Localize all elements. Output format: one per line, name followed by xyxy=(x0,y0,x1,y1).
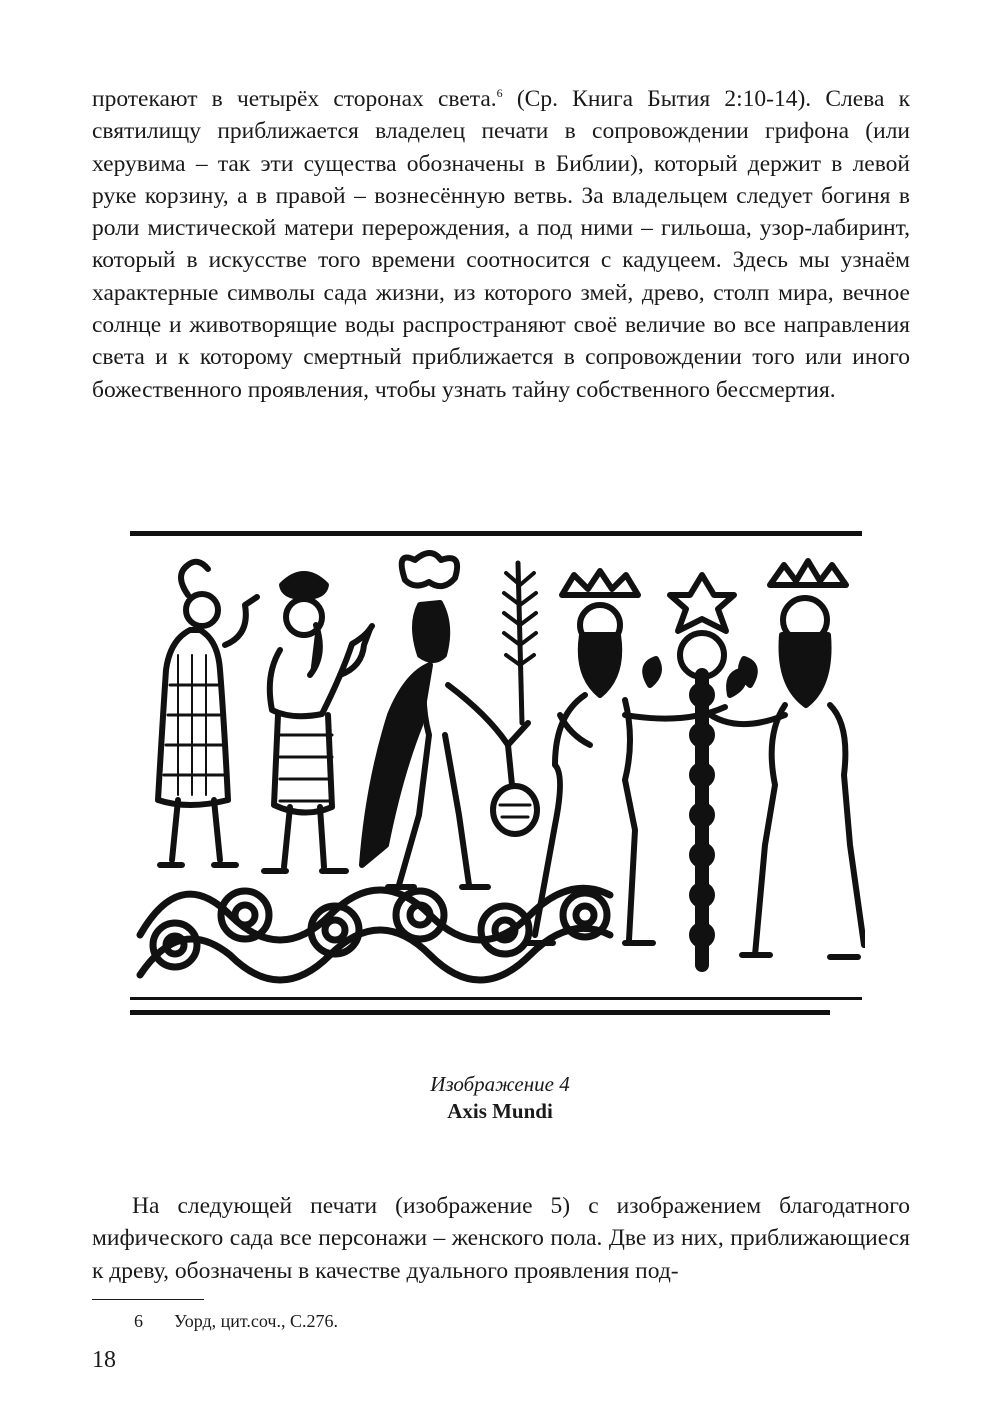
bearded-figure-right xyxy=(705,561,864,957)
figure-caption-label: Изображение 4 xyxy=(430,1072,570,1096)
goddess-figure xyxy=(158,562,257,865)
body-paragraph-1 xyxy=(92,83,910,406)
footnote-text: Уорд, цит.соч., С.276. xyxy=(174,1311,338,1331)
griffin-figure xyxy=(362,553,537,887)
paragraph-1-text-start: протекают в четырёх сторонах света. xyxy=(92,86,497,112)
tree-of-life-pillar xyxy=(645,575,755,965)
paragraph-1-text-rest: (Ср. Книга Бытия 2:10-14). Слева к святилищу приближается владелец печати в сопровождении грифона (или херувима – так эти существа обозначены в Библии), который держит в левой руке корзину, а в правой – вознесённую ветвь. За владельцем следует богиня в роли мистической матери перерождения, а под ними – гильоша, узор-лабиринт, который в искусстве того времени соотносится с кадуцеем. Здесь мы узнаём характерные символы сада жизни, из которого змей, древо, столп мира, вечное солнце и животворящие воды распространяют своё величие во все направления света и к которому смертный приближается в сопровождении того или иного божественного проявления, чтобы узнать тайну собственного бессмертия. xyxy=(92,86,910,403)
guilloche-band xyxy=(140,888,610,980)
footnote xyxy=(134,1309,338,1333)
body-paragraph-2: На следующей печати (изображение 5) с изображением благодатного мифического сада все персонажи – женского пола. Две из них, приближающиеся к древу, обозначены в качестве дуального проявления под- xyxy=(92,1193,910,1284)
footnote-separator xyxy=(92,1299,204,1300)
footnote-number: 6 xyxy=(134,1311,143,1331)
footnote-reference[interactable]: 6 xyxy=(496,86,503,100)
page-number: 18 xyxy=(92,1347,116,1373)
seal-owner-figure xyxy=(264,574,372,871)
seal-illustration xyxy=(130,525,865,1025)
figure-caption-title: Axis Mundi xyxy=(447,1099,553,1123)
